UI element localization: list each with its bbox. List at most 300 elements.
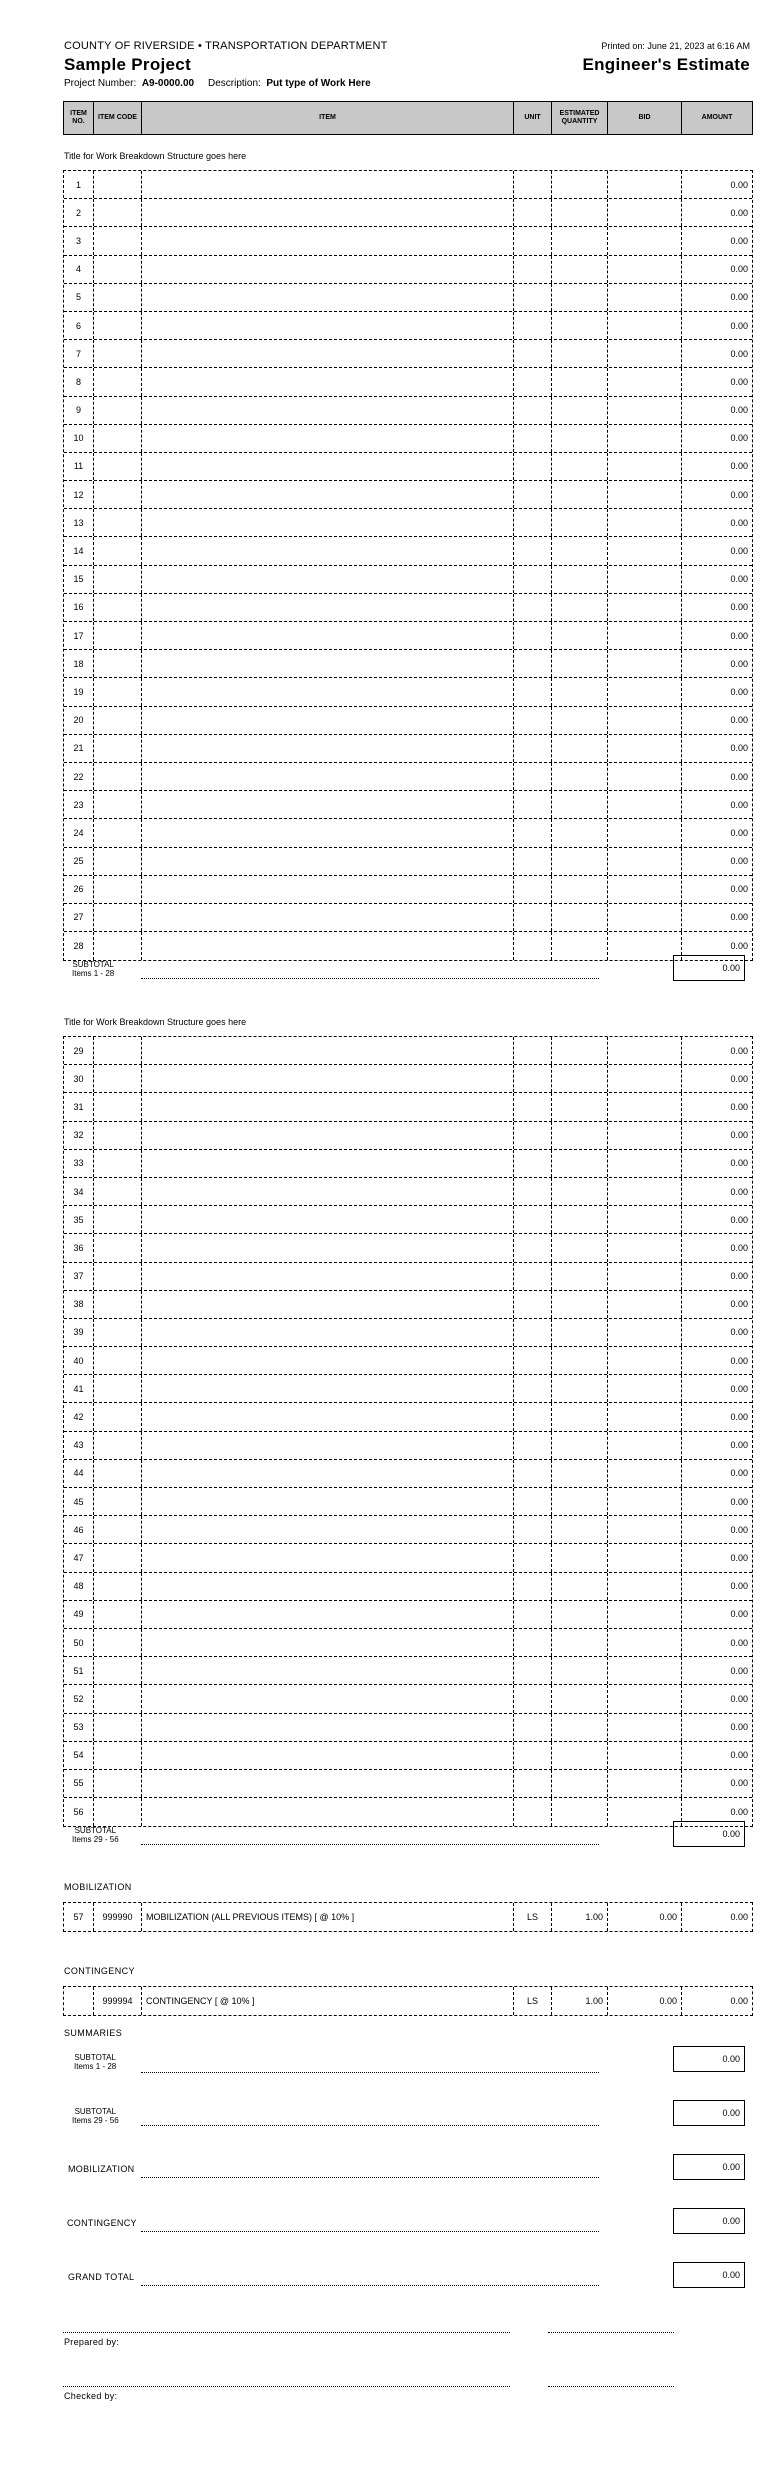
item-amount: 0.00: [730, 1440, 748, 1451]
item-code: [94, 1798, 142, 1826]
item-amount: 0.00: [730, 1158, 748, 1169]
item-unit: [514, 227, 552, 254]
table-row: [64, 594, 752, 622]
item-quantity: [552, 284, 608, 311]
item-quantity: [552, 1403, 608, 1430]
table-row: [64, 171, 752, 199]
item-amount: 0.00: [730, 884, 748, 895]
item-code: [94, 1263, 142, 1290]
mobilization-table: [63, 1902, 753, 1932]
item-unit: [514, 1150, 552, 1177]
item-bid: [608, 1573, 682, 1600]
item-code: [94, 678, 142, 705]
table-row: [64, 1234, 752, 1262]
item-code: [94, 932, 142, 960]
item-description: [142, 1234, 514, 1261]
item-unit: [514, 1403, 552, 1430]
contingency-table: [63, 1986, 753, 2016]
item-code: [94, 256, 142, 283]
item-no: 52: [64, 1685, 94, 1712]
item-bid: [608, 848, 682, 875]
item-no: 36: [64, 1234, 94, 1261]
item-code: [94, 368, 142, 395]
item-bid: [608, 256, 682, 283]
item-no: 42: [64, 1403, 94, 1430]
item-quantity: [552, 509, 608, 536]
item-amount: 0.00: [730, 1750, 748, 1761]
item-code: [94, 1037, 142, 1064]
item-bid: [608, 368, 682, 395]
table-row: [64, 1206, 752, 1234]
item-code: [94, 537, 142, 564]
item-quantity: [552, 1516, 608, 1543]
project-description: Put type of Work Here: [266, 78, 371, 89]
item-description: [142, 256, 514, 283]
item-amount: 0.00: [730, 461, 748, 472]
item-no: 28: [64, 932, 94, 960]
subtotal-range: Items 29 - 56: [72, 2116, 119, 2125]
item-no: [64, 1987, 94, 2015]
item-code: [94, 397, 142, 424]
item-unit: [514, 1037, 552, 1064]
table-row: [64, 1150, 752, 1178]
item-no: 57: [64, 1903, 94, 1931]
item-description: [142, 397, 514, 424]
item-bid: [608, 1714, 682, 1741]
item-no: 1: [64, 171, 94, 198]
section2-subtotal-box: 0.00: [673, 1821, 745, 1847]
table-row: [64, 763, 752, 791]
item-code: [94, 1065, 142, 1092]
item-no: 14: [64, 537, 94, 564]
item-unit: [514, 735, 552, 762]
item-bid: [608, 1403, 682, 1430]
item-code: [94, 622, 142, 649]
item-no: 21: [64, 735, 94, 762]
item-amount: 0.00: [730, 912, 748, 923]
item-code: 999990: [94, 1903, 142, 1931]
item-no: 47: [64, 1544, 94, 1571]
item-description: [142, 791, 514, 818]
prepared-date-line: [548, 2332, 674, 2333]
table-row: [64, 1347, 752, 1375]
table-row: [64, 678, 752, 706]
item-description: [142, 1601, 514, 1628]
item-amount: 0.00: [730, 320, 748, 331]
item-quantity: [552, 340, 608, 367]
table-row: [64, 1903, 752, 1931]
item-amount: 0.00: [730, 1778, 748, 1789]
item-description: [142, 1714, 514, 1741]
item-quantity: [552, 1093, 608, 1120]
summary-subtotal2-box: 0.00: [673, 2100, 745, 2126]
item-no: 29: [64, 1037, 94, 1064]
item-unit: [514, 1798, 552, 1826]
table-row: [64, 1516, 752, 1544]
item-no: 44: [64, 1460, 94, 1487]
item-description: [142, 1122, 514, 1149]
item-quantity: [552, 481, 608, 508]
table-row: [64, 199, 752, 227]
item-amount: 0.00: [730, 1355, 748, 1366]
item-amount: 0.00: [730, 1524, 748, 1535]
item-amount: 0.00: [730, 292, 748, 303]
table-row: [64, 1742, 752, 1770]
item-no: 5: [64, 284, 94, 311]
item-bid: [608, 340, 682, 367]
table-row: [64, 1629, 752, 1657]
item-description: [142, 1432, 514, 1459]
item-no: 25: [64, 848, 94, 875]
item-code: [94, 481, 142, 508]
item-unit: [514, 848, 552, 875]
item-code: [94, 1093, 142, 1120]
item-bid: [608, 1432, 682, 1459]
item-unit: [514, 1065, 552, 1092]
table-row: [64, 509, 752, 537]
item-code: [94, 1685, 142, 1712]
grand-total-label: GRAND TOTAL: [68, 2272, 135, 2282]
project-number: A9-0000.00: [141, 78, 195, 89]
item-description: [142, 650, 514, 677]
item-no: 34: [64, 1178, 94, 1205]
item-bid: [608, 904, 682, 931]
item-code: [94, 509, 142, 536]
item-unit: [514, 171, 552, 198]
item-no: 18: [64, 650, 94, 677]
item-bid: [608, 1347, 682, 1374]
item-unit: [514, 566, 552, 593]
item-description: [142, 678, 514, 705]
item-no: 46: [64, 1516, 94, 1543]
item-description: [142, 848, 514, 875]
department-heading: COUNTY OF RIVERSIDE • TRANSPORTATION DEPARTMENT: [64, 40, 388, 52]
item-no: 53: [64, 1714, 94, 1741]
item-no: 17: [64, 622, 94, 649]
item-unit: [514, 763, 552, 790]
item-quantity: [552, 453, 608, 480]
item-amount: 0.00: [730, 489, 748, 500]
item-no: 15: [64, 566, 94, 593]
item-description: [142, 1319, 514, 1346]
item-unit: [514, 1093, 552, 1120]
item-no: 48: [64, 1573, 94, 1600]
section2-title: Title for Work Breakdown Structure goes here: [64, 1017, 247, 1027]
item-no: 22: [64, 763, 94, 790]
item-no: 11: [64, 453, 94, 480]
item-quantity: [552, 312, 608, 339]
item-no: 8: [64, 368, 94, 395]
item-quantity: [552, 848, 608, 875]
item-bid: [608, 481, 682, 508]
item-amount: 0.00: [730, 1609, 748, 1620]
item-description: [142, 453, 514, 480]
item-description: [142, 566, 514, 593]
item-description: [142, 1375, 514, 1402]
item-no: 23: [64, 791, 94, 818]
item-bid: [608, 1516, 682, 1543]
item-code: [94, 650, 142, 677]
item-no: 50: [64, 1629, 94, 1656]
item-description: [142, 1037, 514, 1064]
item-code: [94, 1516, 142, 1543]
item-quantity: [552, 650, 608, 677]
item-bid: [608, 876, 682, 903]
table-row: [64, 340, 752, 368]
item-unit: LS: [514, 1987, 552, 2015]
item-amount: 0.00: [730, 856, 748, 867]
item-description: [142, 1263, 514, 1290]
item-amount: 0.00: [730, 1214, 748, 1225]
col-item-code: ITEM CODE: [94, 102, 142, 134]
item-quantity: [552, 1150, 608, 1177]
item-no: 27: [64, 904, 94, 931]
item-quantity: [552, 594, 608, 621]
item-unit: [514, 425, 552, 452]
item-quantity: [552, 1291, 608, 1318]
item-no: 10: [64, 425, 94, 452]
item-bid: 0.00: [608, 1987, 682, 2015]
item-code: [94, 1742, 142, 1769]
item-description: [142, 904, 514, 931]
summary-contingency-box: 0.00: [673, 2208, 745, 2234]
item-unit: [514, 1657, 552, 1684]
table-row: [64, 650, 752, 678]
summary-leader: [141, 2231, 599, 2232]
item-bid: [608, 1122, 682, 1149]
item-no: 38: [64, 1291, 94, 1318]
item-bid: [608, 453, 682, 480]
item-unit: [514, 1375, 552, 1402]
item-amount: 0.00: [730, 941, 748, 952]
summary-leader: [141, 2177, 599, 2178]
item-no: 9: [64, 397, 94, 424]
item-description: [142, 932, 514, 960]
item-amount: 0.00: [730, 574, 748, 585]
item-unit: [514, 453, 552, 480]
item-code: [94, 1573, 142, 1600]
item-quantity: [552, 1798, 608, 1826]
item-description: [142, 340, 514, 367]
item-bid: [608, 594, 682, 621]
item-bid: [608, 284, 682, 311]
item-no: 39: [64, 1319, 94, 1346]
item-amount: 0.00: [730, 235, 748, 246]
table-row: [64, 1403, 752, 1431]
item-no: 43: [64, 1432, 94, 1459]
subtotal-range: Items 1 - 28: [74, 2062, 117, 2071]
item-amount: 0.00: [730, 1101, 748, 1112]
section2-table: [63, 1036, 753, 1827]
item-amount: 0.00: [730, 658, 748, 669]
item-bid: [608, 1263, 682, 1290]
item-amount: 0.00: [730, 771, 748, 782]
item-description: [142, 1544, 514, 1571]
item-description: [142, 1178, 514, 1205]
item-code: [94, 819, 142, 846]
item-amount: 0.00: [730, 1581, 748, 1592]
item-bid: [608, 678, 682, 705]
item-quantity: [552, 1657, 608, 1684]
item-code: [94, 904, 142, 931]
table-row: [64, 481, 752, 509]
item-bid: [608, 819, 682, 846]
summary-subtotal2-label: [72, 2107, 119, 2125]
item-code: [94, 763, 142, 790]
item-code: [94, 1178, 142, 1205]
checked-by-label: Checked by:: [64, 2391, 118, 2401]
item-quantity: [552, 932, 608, 960]
item-description: [142, 1460, 514, 1487]
item-quantity: [552, 425, 608, 452]
item-quantity: [552, 1263, 608, 1290]
table-row: [64, 904, 752, 932]
item-amount: 0.00: [730, 264, 748, 275]
subtotal-range: Items 29 - 56: [72, 1835, 119, 1844]
summaries-heading: SUMMARIES: [64, 2028, 123, 2038]
item-no: 51: [64, 1657, 94, 1684]
section2-subtotal-label: [72, 1826, 119, 1844]
subtotal-text: SUBTOTAL: [74, 2053, 116, 2062]
item-amount: 0.00: [730, 546, 748, 557]
item-bid: [608, 1093, 682, 1120]
section1-title: Title for Work Breakdown Structure goes here: [64, 151, 247, 161]
table-row: [64, 1093, 752, 1121]
table-row: [64, 1432, 752, 1460]
column-header-bar: [63, 101, 753, 135]
table-row: [64, 1178, 752, 1206]
item-bid: [608, 1601, 682, 1628]
table-row: [64, 735, 752, 763]
item-quantity: [552, 1573, 608, 1600]
item-unit: [514, 932, 552, 960]
item-bid: 0.00: [608, 1903, 682, 1931]
item-description: [142, 1206, 514, 1233]
checked-date-line: [548, 2386, 674, 2387]
item-quantity: [552, 876, 608, 903]
col-amount: AMOUNT: [701, 114, 733, 121]
item-quantity: [552, 256, 608, 283]
table-row: [64, 368, 752, 396]
item-code: [94, 1770, 142, 1797]
item-code: [94, 1488, 142, 1515]
section1-subtotal-box: 0.00: [673, 955, 745, 981]
item-no: 20: [64, 707, 94, 734]
item-description: [142, 622, 514, 649]
item-bid: [608, 763, 682, 790]
item-description: MOBILIZATION (ALL PREVIOUS ITEMS) [ @ 10% ]: [142, 1903, 514, 1931]
item-quantity: [552, 819, 608, 846]
item-unit: [514, 1685, 552, 1712]
summary-mobilization-box: 0.00: [673, 2154, 745, 2180]
table-row: [64, 1544, 752, 1572]
item-bid: [608, 425, 682, 452]
item-quantity: [552, 1601, 608, 1628]
table-row: [64, 1319, 752, 1347]
table-row: [64, 1263, 752, 1291]
item-code: [94, 1714, 142, 1741]
item-code: [94, 1601, 142, 1628]
item-description: [142, 735, 514, 762]
item-unit: [514, 509, 552, 536]
table-row: [64, 876, 752, 904]
item-quantity: [552, 791, 608, 818]
item-no: 31: [64, 1093, 94, 1120]
item-code: [94, 1375, 142, 1402]
item-code: [94, 1150, 142, 1177]
item-bid: [608, 1037, 682, 1064]
item-unit: [514, 368, 552, 395]
item-bid: [608, 650, 682, 677]
item-quantity: [552, 1770, 608, 1797]
item-code: [94, 1460, 142, 1487]
item-code: [94, 1544, 142, 1571]
item-quantity: [552, 904, 608, 931]
item-no: 56: [64, 1798, 94, 1826]
col-quantity: ESTIMATED QUANTITY: [552, 102, 608, 134]
item-bid: [608, 312, 682, 339]
document-title: Engineer's Estimate: [582, 55, 750, 74]
item-amount: 0.00: [730, 1242, 748, 1253]
item-unit: [514, 1601, 552, 1628]
item-code: [94, 1291, 142, 1318]
item-quantity: [552, 1206, 608, 1233]
item-code: [94, 227, 142, 254]
item-code: [94, 1206, 142, 1233]
item-description: [142, 171, 514, 198]
item-unit: [514, 1347, 552, 1374]
table-row: [64, 932, 752, 960]
item-quantity: [552, 763, 608, 790]
item-description: [142, 199, 514, 226]
item-quantity: [552, 1037, 608, 1064]
item-amount: 0.00: [730, 602, 748, 613]
item-quantity: [552, 199, 608, 226]
item-code: [94, 1657, 142, 1684]
item-quantity: [552, 1178, 608, 1205]
col-bid: BID: [608, 102, 682, 134]
item-quantity: [552, 368, 608, 395]
item-description: [142, 1798, 514, 1826]
item-unit: [514, 678, 552, 705]
item-amount: 0.00: [730, 1412, 748, 1423]
item-no: 2: [64, 199, 94, 226]
table-row: [64, 397, 752, 425]
item-amount: 0.00: [730, 715, 748, 726]
item-bid: [608, 171, 682, 198]
item-unit: LS: [514, 1903, 552, 1931]
item-bid: [608, 932, 682, 960]
item-no: 54: [64, 1742, 94, 1769]
table-row: [64, 1037, 752, 1065]
item-no: 55: [64, 1770, 94, 1797]
item-quantity: [552, 1685, 608, 1712]
subtotal-leader: [141, 978, 599, 979]
subtotal-range: Items 1 - 28: [72, 969, 115, 978]
item-quantity: [552, 1714, 608, 1741]
item-quantity: [552, 678, 608, 705]
item-amount: 0.00: [730, 1073, 748, 1084]
item-code: [94, 1629, 142, 1656]
item-quantity: 1.00: [552, 1903, 608, 1931]
item-bid: [608, 1319, 682, 1346]
item-quantity: [552, 1742, 608, 1769]
item-no: 33: [64, 1150, 94, 1177]
table-row: [64, 1065, 752, 1093]
item-quantity: [552, 1065, 608, 1092]
item-unit: [514, 1432, 552, 1459]
item-code: [94, 848, 142, 875]
